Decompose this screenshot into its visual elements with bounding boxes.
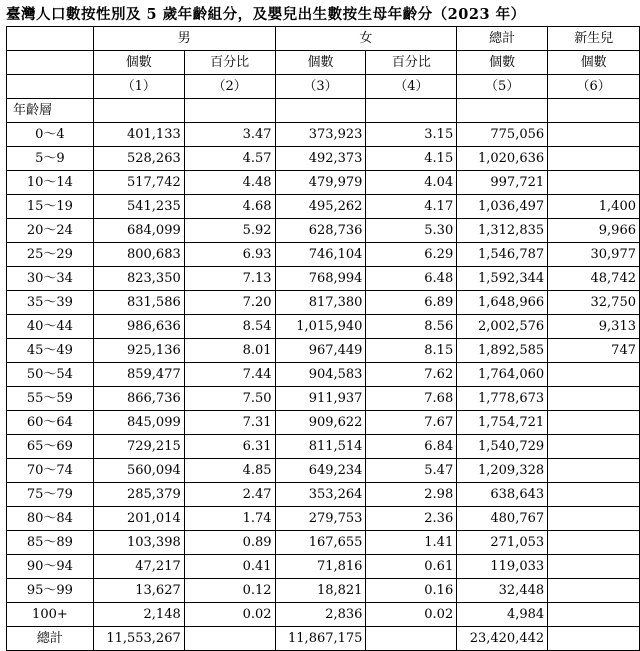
male-count-cell: 859,477 [93,363,184,387]
newborn-count-cell [548,435,640,459]
female-count-cell: 628,736 [275,219,366,243]
male-percent-cell: 7.20 [184,291,275,315]
total-count-cell: 1,754,721 [457,411,548,435]
total-count-cell: 638,643 [457,483,548,507]
male-percent-cell: 1.74 [184,507,275,531]
total-count-cell: 1,648,966 [457,291,548,315]
total-count-cell: 1,036,497 [457,195,548,219]
total-count-cell: 271,053 [457,531,548,555]
header-newborn-count: 個數 [548,51,640,75]
male-count-cell: 986,636 [93,315,184,339]
age-group-cell: 95～99 [7,579,94,603]
total-label-cell: 總計 [7,627,94,651]
male-count-cell: 866,736 [93,387,184,411]
female-percent-cell: 4.04 [366,171,457,195]
age-group-cell: 75～79 [7,483,94,507]
table-row [7,507,640,531]
empty-cell [93,99,184,123]
col-number-1: （1） [93,75,184,99]
male-percent-cell: 5.92 [184,219,275,243]
newborn-count-cell: 32,750 [548,291,640,315]
age-group-cell: 15～19 [7,195,94,219]
header-male-percent: 百分比 [184,51,275,75]
table-row [7,339,640,363]
table-row [7,555,640,579]
header-age-group: 年齡層 [7,99,94,123]
female-percent-cell: 6.89 [366,291,457,315]
newborn-count-cell [548,507,640,531]
female-percent-cell: 8.56 [366,315,457,339]
table-row [7,195,640,219]
female-percent-cell: 1.41 [366,531,457,555]
age-group-cell: 35～39 [7,291,94,315]
male-percent-cell: 2.47 [184,483,275,507]
newborn-count-cell [548,411,640,435]
male-count-cell: 528,263 [93,147,184,171]
header-female-percent: 百分比 [366,51,457,75]
female-count-cell: 904,583 [275,363,366,387]
table-row [7,363,640,387]
male-percent-cell: 4.85 [184,459,275,483]
table-row [7,147,640,171]
female-count-cell: 353,264 [275,483,366,507]
total-count-cell: 1,020,636 [457,147,548,171]
table-row [7,243,640,267]
table-row [7,291,640,315]
newborn-count-cell [548,363,640,387]
newborn-count-cell: 1,400 [548,195,640,219]
newborn-count-cell [548,483,640,507]
total-count-cell: 1,312,835 [457,219,548,243]
header-female-count: 個數 [275,51,366,75]
col-number-6: （6） [548,75,640,99]
male-percent-cell: 0.02 [184,603,275,627]
total-count-cell: 119,033 [457,555,548,579]
male-percent-cell: 0.89 [184,531,275,555]
header-row-groups [7,27,640,51]
female-percent-cell: 0.02 [366,603,457,627]
age-group-cell: 0～4 [7,123,94,147]
empty-cell [548,99,640,123]
age-group-cell: 10～14 [7,171,94,195]
table-row [7,315,640,339]
female-count-cell: 909,622 [275,411,366,435]
newborn-count-cell [548,171,640,195]
female-count-cell: 746,104 [275,243,366,267]
female-count-cell: 649,234 [275,459,366,483]
total-count-cell: 1,764,060 [457,363,548,387]
newborn-count-cell [548,603,640,627]
table-row [7,267,640,291]
female-count-cell: 479,979 [275,171,366,195]
age-group-cell: 45～49 [7,339,94,363]
newborn-count-cell [548,147,640,171]
table-row [7,123,640,147]
total-total-count-cell: 23,420,442 [457,627,548,651]
male-percent-cell: 8.01 [184,339,275,363]
male-count-cell: 684,099 [93,219,184,243]
total-count-cell: 1,546,787 [457,243,548,267]
female-percent-cell: 4.15 [366,147,457,171]
table-row [7,603,640,627]
male-count-cell: 13,627 [93,579,184,603]
header-row-age [7,99,640,123]
table-row [7,387,640,411]
table-row [7,483,640,507]
male-count-cell: 517,742 [93,171,184,195]
col-number-3: （3） [275,75,366,99]
header-blank [7,51,94,75]
age-group-cell: 100+ [7,603,94,627]
female-percent-cell: 2.36 [366,507,457,531]
total-count-cell: 1,892,585 [457,339,548,363]
empty-cell [457,99,548,123]
header-newborn: 新生兒 [548,27,640,51]
male-count-cell: 925,136 [93,339,184,363]
female-percent-cell: 4.17 [366,195,457,219]
table-row [7,579,640,603]
total-male-percent-cell [184,627,275,651]
total-newborn-count-cell [548,627,640,651]
table-row [7,219,640,243]
newborn-count-cell [548,387,640,411]
male-percent-cell: 6.31 [184,435,275,459]
male-count-cell: 541,235 [93,195,184,219]
male-count-cell: 831,586 [93,291,184,315]
female-percent-cell: 7.62 [366,363,457,387]
table-title: 臺灣人口數按性別及 5 歲年齡組分，及嬰兒出生數按生母年齡分（2023 年） [6,6,526,23]
female-count-cell: 768,994 [275,267,366,291]
newborn-count-cell [548,459,640,483]
male-count-cell: 729,215 [93,435,184,459]
total-male-count-cell: 11,553,267 [93,627,184,651]
table-row [7,459,640,483]
table-row [7,411,640,435]
male-percent-cell: 3.47 [184,123,275,147]
col-number-4: （4） [366,75,457,99]
female-percent-cell: 0.16 [366,579,457,603]
male-percent-cell: 8.54 [184,315,275,339]
male-percent-cell: 7.44 [184,363,275,387]
female-percent-cell: 2.98 [366,483,457,507]
male-count-cell: 560,094 [93,459,184,483]
empty-cell [366,99,457,123]
female-count-cell: 811,514 [275,435,366,459]
age-group-cell: 70～74 [7,459,94,483]
table-row [7,171,640,195]
empty-cell [184,99,275,123]
header-blank [7,27,94,51]
table-row [7,435,640,459]
total-count-cell: 1,592,344 [457,267,548,291]
col-number-5: （5） [457,75,548,99]
header-total-count: 個數 [457,51,548,75]
total-female-count-cell: 11,867,175 [275,627,366,651]
male-percent-cell: 7.50 [184,387,275,411]
female-count-cell: 817,380 [275,291,366,315]
header-blank [7,75,94,99]
male-count-cell: 103,398 [93,531,184,555]
header-row-measures [7,51,640,75]
male-percent-cell: 7.13 [184,267,275,291]
female-percent-cell: 0.61 [366,555,457,579]
total-count-cell: 775,056 [457,123,548,147]
header-row-numbers [7,75,640,99]
age-group-cell: 50～54 [7,363,94,387]
female-count-cell: 492,373 [275,147,366,171]
female-count-cell: 373,923 [275,123,366,147]
female-count-cell: 495,262 [275,195,366,219]
female-percent-cell: 6.29 [366,243,457,267]
female-percent-cell: 5.47 [366,459,457,483]
male-percent-cell: 7.31 [184,411,275,435]
total-count-cell: 4,984 [457,603,548,627]
female-count-cell: 967,449 [275,339,366,363]
age-group-cell: 80～84 [7,507,94,531]
male-percent-cell: 4.48 [184,171,275,195]
male-count-cell: 401,133 [93,123,184,147]
female-percent-cell: 6.48 [366,267,457,291]
total-count-cell: 1,209,328 [457,459,548,483]
header-male: 男 [93,27,275,51]
age-group-cell: 25～29 [7,243,94,267]
age-group-cell: 65～69 [7,435,94,459]
male-count-cell: 201,014 [93,507,184,531]
newborn-count-cell: 48,742 [548,267,640,291]
age-group-cell: 60～64 [7,411,94,435]
male-percent-cell: 4.68 [184,195,275,219]
male-count-cell: 2,148 [93,603,184,627]
newborn-count-cell [548,123,640,147]
age-group-cell: 20～24 [7,219,94,243]
male-percent-cell: 4.57 [184,147,275,171]
female-count-cell: 279,753 [275,507,366,531]
newborn-count-cell: 747 [548,339,640,363]
male-percent-cell: 0.41 [184,555,275,579]
header-male-count: 個數 [93,51,184,75]
female-percent-cell: 7.68 [366,387,457,411]
col-number-2: （2） [184,75,275,99]
male-percent-cell: 0.12 [184,579,275,603]
female-count-cell: 18,821 [275,579,366,603]
female-percent-cell: 7.67 [366,411,457,435]
total-count-cell: 1,778,673 [457,387,548,411]
female-count-cell: 1,015,940 [275,315,366,339]
female-count-cell: 2,836 [275,603,366,627]
male-count-cell: 845,099 [93,411,184,435]
age-group-cell: 85～89 [7,531,94,555]
newborn-count-cell: 9,966 [548,219,640,243]
newborn-count-cell [548,531,640,555]
female-percent-cell: 6.84 [366,435,457,459]
female-percent-cell: 5.30 [366,219,457,243]
age-group-cell: 30～34 [7,267,94,291]
population-table [6,26,640,651]
female-percent-cell: 3.15 [366,123,457,147]
female-count-cell: 911,937 [275,387,366,411]
total-count-cell: 32,448 [457,579,548,603]
table-row [7,531,640,555]
empty-cell [275,99,366,123]
female-count-cell: 71,816 [275,555,366,579]
age-group-cell: 40～44 [7,315,94,339]
female-count-cell: 167,655 [275,531,366,555]
total-count-cell: 1,540,729 [457,435,548,459]
total-count-cell: 997,721 [457,171,548,195]
male-count-cell: 800,683 [93,243,184,267]
age-group-cell: 5～9 [7,147,94,171]
header-total: 總計 [457,27,548,51]
male-count-cell: 47,217 [93,555,184,579]
female-percent-cell: 8.15 [366,339,457,363]
total-female-percent-cell [366,627,457,651]
male-count-cell: 285,379 [93,483,184,507]
header-female: 女 [275,27,457,51]
total-row [7,627,640,651]
newborn-count-cell [548,579,640,603]
newborn-count-cell [548,555,640,579]
male-percent-cell: 6.93 [184,243,275,267]
total-count-cell: 2,002,576 [457,315,548,339]
total-count-cell: 480,767 [457,507,548,531]
male-count-cell: 823,350 [93,267,184,291]
age-group-cell: 55～59 [7,387,94,411]
age-group-cell: 90～94 [7,555,94,579]
newborn-count-cell: 30,977 [548,243,640,267]
newborn-count-cell: 9,313 [548,315,640,339]
